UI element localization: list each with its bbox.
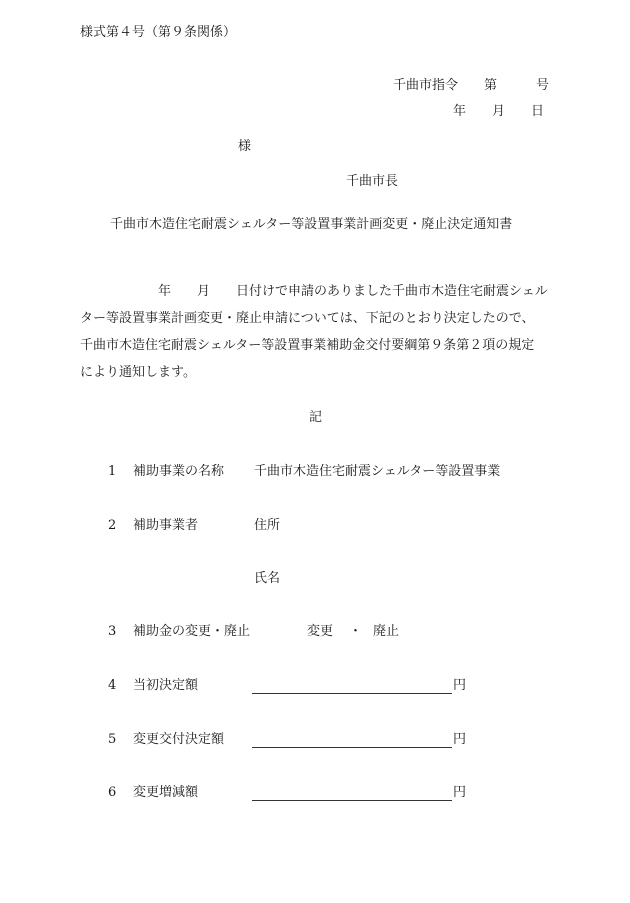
- project-name-value: 千曲市木造住宅耐震シェルター等設置事業: [254, 464, 501, 479]
- item-row-6: [0, 786, 630, 802]
- body-text: [80, 278, 550, 386]
- item-row-4: [0, 679, 630, 695]
- item-number: 6: [108, 785, 117, 800]
- item-number: 3: [108, 624, 117, 639]
- document-title: 千曲市木造住宅耐震シェルター等設置事業計画変更・廃止決定通知書: [110, 217, 513, 232]
- addressee-honorific: 様: [238, 139, 252, 154]
- item-number: 2: [108, 518, 117, 533]
- item-label: 変更交付決定額: [133, 732, 225, 747]
- item-row-2: [0, 519, 630, 535]
- yen-unit: 円: [453, 785, 467, 800]
- item-row-3: [0, 625, 630, 641]
- item-label: 当初決定額: [133, 678, 199, 693]
- item-number: 4: [108, 678, 117, 693]
- item-row-5: [0, 733, 630, 749]
- body-line: 年 月 日付けで申請のありました千曲市木造住宅耐震シェル: [80, 284, 548, 299]
- document-date: 年 月 日: [453, 104, 545, 119]
- item-label: 変更増減額: [133, 785, 199, 800]
- body-line: ター等設置事業計画変更・廃止申請については、下記のとおり決定したので、: [80, 311, 535, 326]
- amount-blank-line: [252, 747, 452, 748]
- item-row-2-name: [0, 572, 630, 588]
- option-change: 変更: [307, 624, 334, 639]
- item-row-1: [0, 465, 630, 481]
- address-label: 住所: [254, 518, 281, 533]
- yen-unit: 円: [453, 732, 467, 747]
- option-abolish: 廃止: [373, 624, 400, 639]
- form-number: 様式第４号（第９条関係）: [80, 25, 237, 40]
- issuer-name: 千曲市長: [346, 174, 399, 189]
- amount-blank-line: [252, 693, 452, 694]
- amount-blank-line: [252, 800, 452, 801]
- body-line: により通知します。: [80, 365, 196, 380]
- yen-unit: 円: [453, 678, 467, 693]
- document-number: 千曲市指令 第 号: [393, 78, 550, 93]
- item-label: 補助事業者: [133, 518, 199, 533]
- item-number: 5: [108, 732, 117, 747]
- item-number: 1: [108, 464, 117, 479]
- name-label: 氏名: [254, 571, 281, 586]
- item-label: 補助金の変更・廃止: [133, 624, 251, 639]
- body-line: 千曲市木造住宅耐震シェルター等設置事業補助金交付要綱第９条第２項の規定: [80, 338, 535, 353]
- option-separator: ・: [349, 624, 363, 639]
- ki-heading: 記: [309, 410, 323, 425]
- item-label: 補助事業の名称: [133, 464, 225, 479]
